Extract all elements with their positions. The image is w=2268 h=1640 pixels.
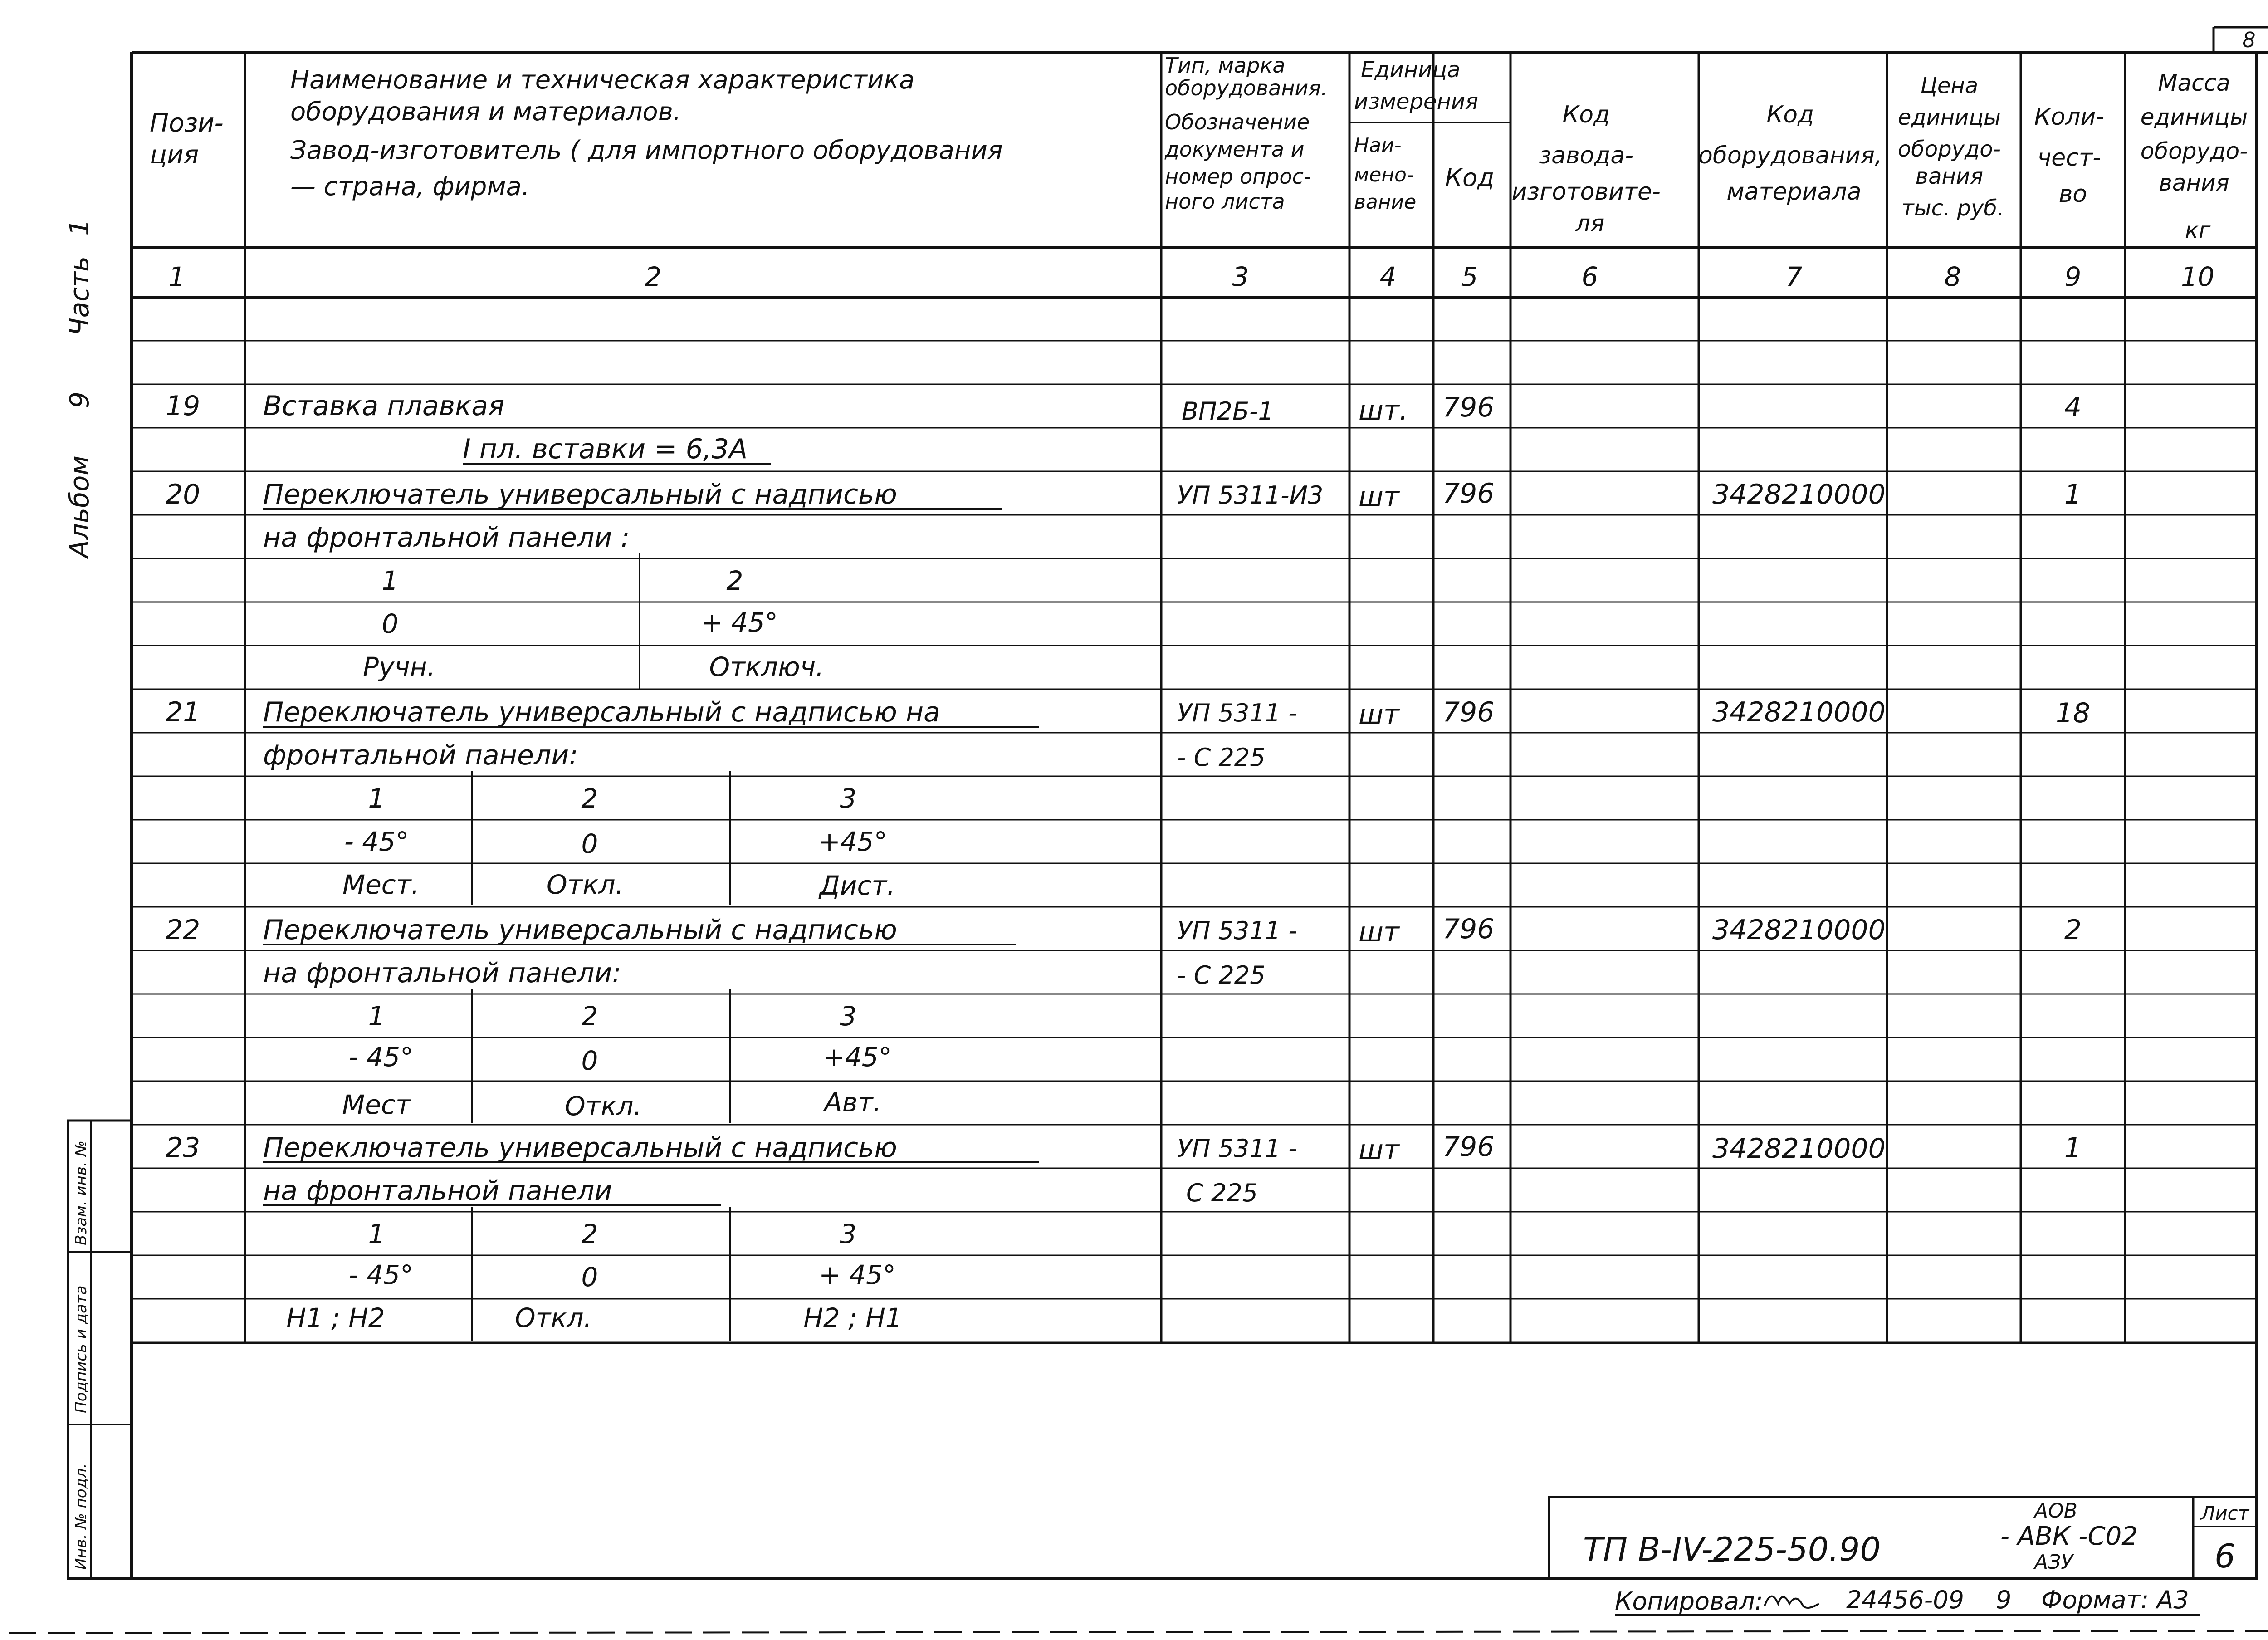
subtable-22	[342, 1001, 891, 1121]
row-code: 796	[1442, 1131, 1495, 1163]
subtable-20	[363, 565, 824, 682]
subtable-cell: Откл.	[547, 869, 624, 900]
row-quantity: 2	[2064, 914, 2082, 946]
hdr-mass: Масса единицы оборудо- вания кг	[2140, 70, 2248, 244]
subtable-cell: 3	[840, 1001, 857, 1032]
subtable-cell: 1	[368, 1001, 385, 1032]
col-num-4: 4	[1379, 261, 1397, 292]
row-position: 22	[166, 914, 200, 946]
table-row	[166, 390, 2082, 426]
table-body	[166, 390, 2090, 1207]
row-code: 796	[1442, 696, 1495, 728]
subtable-cell: - 45°	[348, 1042, 414, 1072]
subtable-cell: 1	[368, 783, 385, 814]
row-quantity: 4	[2064, 392, 2082, 423]
col-num-3: 3	[1232, 261, 1249, 292]
row-type: УП 5311 -	[1177, 916, 1297, 945]
col-num-7: 7	[1785, 261, 1803, 292]
hdr-unit-name: Наи- мено- вание	[1354, 134, 1417, 214]
subtable-cell: Дист.	[819, 870, 895, 901]
hdr-price: Цена единицы оборудо- вания тыс. руб.	[1897, 73, 2004, 221]
subtable-cell: 3	[840, 1219, 857, 1249]
row-name: на фронтальной панели:	[263, 957, 621, 989]
subtable-cell: 0	[581, 1045, 598, 1076]
subtable-cell: 1	[368, 1219, 385, 1249]
row-position: 20	[166, 479, 200, 510]
subtable-cell: Мест.	[342, 869, 420, 900]
row-position: 21	[166, 696, 200, 728]
row-unit: шт	[1359, 1134, 1399, 1166]
row-type: - С 225	[1177, 961, 1266, 989]
row-name: Переключатель универсальный с надписью	[263, 914, 897, 946]
row-type: УП 5311 -	[1177, 1134, 1297, 1163]
subtable-cell: +45°	[818, 826, 887, 857]
subtable-cell: Откл.	[565, 1091, 642, 1121]
hdr-position: Пози- ция	[150, 108, 224, 170]
column-number-row	[169, 261, 2214, 292]
stamp-column	[68, 1121, 132, 1579]
subtable-cell: Ручн.	[363, 651, 435, 682]
order-extra: 9	[1996, 1586, 2012, 1614]
subtable-cell: 0	[581, 828, 598, 859]
stamp-inv-orig: Инв. № подл.	[72, 1463, 90, 1570]
designation-suffix-top: АОВ	[2034, 1499, 2077, 1523]
row-equip-code: 3428210000	[1712, 914, 1886, 946]
stamp-sign-date: Подпись и дата	[72, 1285, 90, 1413]
subtable-cell: Отключ.	[709, 651, 824, 682]
row-name: фронтальной панели:	[263, 739, 578, 771]
album-number: 9	[64, 392, 95, 408]
hdr-factory-code: Код завода- изготовите- ля	[1511, 101, 1661, 237]
row-name: на фронтальной панели	[263, 1175, 612, 1207]
subtable-cell: 0	[581, 1262, 598, 1292]
hdr-quantity: Коли- чест- во	[2034, 103, 2104, 208]
stamp-swap-inv: Взам. инв. №	[72, 1141, 90, 1245]
table-row	[263, 522, 630, 553]
subtable-21	[342, 783, 895, 901]
corner-sheet-number: 8	[2242, 28, 2256, 52]
col-num-10: 10	[2181, 261, 2214, 292]
order-number: 24456-09	[1846, 1586, 1964, 1614]
hdr-type: Тип, марка оборудования. Обозначение документа и номер опрос- ного листа	[1165, 53, 1328, 214]
row-name: на фронтальной панели :	[263, 522, 630, 553]
table-row	[263, 957, 1266, 989]
subtable-cell: 2	[581, 1001, 598, 1032]
document-designation: ТП В-IV-225-50.90	[1583, 1530, 1881, 1568]
row-equip-code: 3428210000	[1712, 696, 1886, 728]
subtable-cell: 2	[726, 565, 743, 596]
row-equip-code: 3428210000	[1712, 1133, 1886, 1165]
footer	[1615, 1586, 2200, 1616]
signature	[1765, 1596, 1819, 1608]
row-unit: шт	[1359, 699, 1399, 730]
subtable-cell: 1	[381, 565, 399, 596]
subtable-cell: + 45°	[701, 607, 778, 638]
row-quantity: 1	[2064, 479, 2082, 510]
row-name: I пл. вставки = 6,3А	[463, 433, 748, 465]
album-label: Альбом	[64, 455, 95, 558]
subtable-cell: Н2 ; Н1	[803, 1302, 902, 1333]
frame	[68, 27, 2268, 1579]
subtable-cell: - 45°	[348, 1259, 414, 1290]
row-type: ВП2Б-1	[1182, 397, 1274, 426]
subtable-cell: Авт.	[824, 1087, 882, 1118]
part-label: Часть	[64, 256, 95, 336]
row-code: 796	[1442, 478, 1495, 509]
row-position: 23	[166, 1132, 200, 1164]
scan-edge	[9, 18, 2268, 1633]
row-code: 796	[1442, 913, 1495, 945]
row-position: 19	[166, 390, 200, 422]
row-quantity: 18	[2055, 697, 2091, 729]
subtable-cell: Н1 ; Н2	[286, 1302, 385, 1333]
row-type: УП 5311 -	[1177, 699, 1297, 727]
hdr-equip-code: Код оборудования, материала	[1698, 101, 1882, 206]
row-name: Переключатель универсальный с надписью	[263, 479, 897, 510]
hdr-unit-group: Единица измерения	[1354, 57, 1478, 114]
col-num-1: 1	[168, 261, 186, 292]
row-equip-code: 3428210000	[1712, 479, 1886, 510]
row-unit: шт.	[1359, 395, 1408, 426]
table-row	[166, 478, 2082, 513]
table-row	[463, 433, 748, 465]
sheet-number: 6	[2214, 1537, 2235, 1575]
row-quantity: 1	[2064, 1132, 2082, 1164]
subtable-cell: 2	[581, 1219, 598, 1249]
subtable-cell: Откл.	[515, 1302, 592, 1333]
designation-suffix-bot: АЗУ	[2034, 1551, 2073, 1574]
hdr-name: Наименование и техническая характеристика оборудования и материалов. Завод-изготовитель ( для импортного оборудования — страна, фирма.	[290, 65, 1003, 201]
copied-label: Копировал:	[1615, 1587, 1763, 1616]
subtable-cell: 3	[840, 783, 857, 814]
table-row	[263, 1175, 1258, 1207]
table-row	[166, 913, 2082, 948]
subtable-cell: +45°	[823, 1042, 892, 1072]
row-unit: шт	[1359, 481, 1399, 513]
row-type: С 225	[1186, 1179, 1258, 1207]
col-num-6: 6	[1581, 261, 1598, 292]
row-type: - С 225	[1177, 743, 1266, 772]
subtable-cell: 0	[381, 608, 399, 639]
table-row	[166, 696, 2090, 730]
table-row	[263, 739, 1266, 772]
row-type: УП 5311-И3	[1177, 481, 1324, 509]
col-num-8: 8	[1944, 261, 1961, 292]
hdr-unit-code: Код	[1445, 163, 1495, 192]
subtable-cell: Мест	[342, 1089, 411, 1120]
format-label: Формат: А3	[2041, 1586, 2189, 1614]
row-name: Переключатель универсальный с надписью на	[263, 696, 940, 728]
subtable-cell: + 45°	[819, 1259, 896, 1290]
subtable-23	[286, 1219, 902, 1333]
row-code: 796	[1442, 392, 1495, 423]
table-header	[150, 53, 2255, 244]
sheet-label: Лист	[2200, 1502, 2249, 1524]
row-unit: шт	[1359, 916, 1399, 948]
table-row	[166, 1131, 2082, 1166]
title-block	[1549, 1497, 2257, 1579]
col-num-5: 5	[1461, 261, 1478, 292]
row-name: Переключатель универсальный с надписью	[263, 1132, 897, 1164]
col-num-2: 2	[645, 261, 662, 292]
designation-suffix-mid: - АВК -С02	[2000, 1522, 2138, 1551]
row-name: Вставка плавкая	[263, 390, 505, 422]
col-num-9: 9	[2064, 261, 2082, 292]
subtable-cell: 2	[581, 783, 598, 814]
part-number: 1	[64, 219, 95, 236]
subtable-cell: - 45°	[344, 826, 409, 857]
left-margin	[64, 219, 95, 560]
